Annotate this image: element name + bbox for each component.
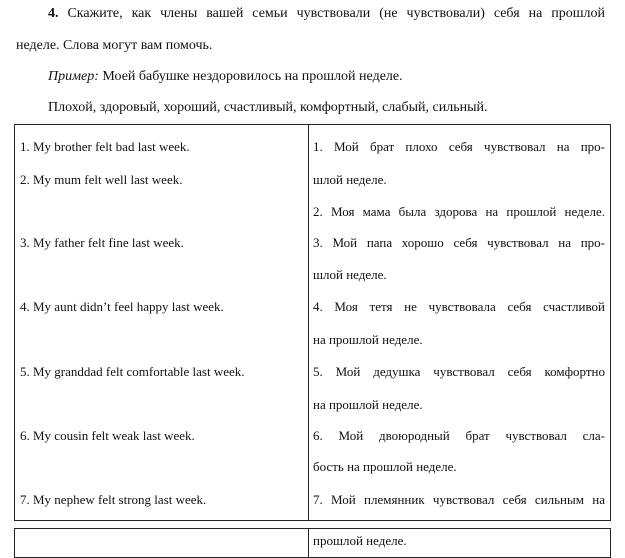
right-line-12: 7. Мой племянник чувствовал себя сильным на [313, 492, 605, 507]
task-line-1 [48, 6, 605, 22]
left-row-7: 7. My nephew felt strong last week. [20, 492, 207, 507]
right-line-1: 1. Мой брат плохо себя чувствовал на про- [313, 139, 605, 154]
right-line-2: шлой неделе. [313, 172, 387, 187]
example-text: Моей бабушке нездоровилось на прошлой неделе. [102, 69, 403, 84]
right-line-7: на прошлой неделе. [313, 332, 423, 347]
right-line-6: 4. Моя тетя не чувствовала себя счастливой [313, 299, 605, 314]
right-line-11: бость на прошлой неделе. [313, 459, 457, 474]
example-label: Пример: [48, 69, 99, 84]
right-line-9: на прошлой неделе. [313, 397, 423, 412]
left-row-6: 6. My cousin felt weak last week. [20, 428, 195, 443]
right-line-5: шлой неделе. [313, 267, 387, 282]
left-row-2: 2. My mum felt well last week. [20, 172, 183, 187]
left-row-3: 3. My father felt fine last week. [20, 235, 184, 250]
table-divider [308, 124, 309, 521]
task-number: 4. [48, 6, 59, 21]
left-row-5: 5. My granddad felt comfortable last week. [20, 364, 245, 379]
word-list: Плохой, здоровый, хороший, счастливый, комфортный, слабый, сильный. [48, 100, 488, 115]
example [48, 69, 605, 85]
right-line-10: 6. Мой двоюродный брат чувствовал сла- [313, 428, 605, 443]
table-divider-2 [308, 528, 309, 558]
right-line-8: 5. Мой дедушка чувствовал себя комфортно [313, 364, 605, 379]
right-line-3: 2. Моя мама была здорова на прошлой неделе. [313, 204, 605, 219]
left-row-4: 4. My aunt didn’t feel happy last week. [20, 299, 224, 314]
task-instruction: Скажите, как члены вашей семьи чувствовали (не чувствовали) себя на прошлой [67, 6, 606, 21]
task-line-2: неделе. Слова могут вам помочь. [16, 38, 213, 53]
left-row-1: 1. My brother felt bad last week. [20, 139, 190, 154]
right-line-13: прошлой неделе. [313, 533, 407, 548]
right-line-4: 3. Мой папа хорошо себя чувствовал на про- [313, 235, 605, 250]
